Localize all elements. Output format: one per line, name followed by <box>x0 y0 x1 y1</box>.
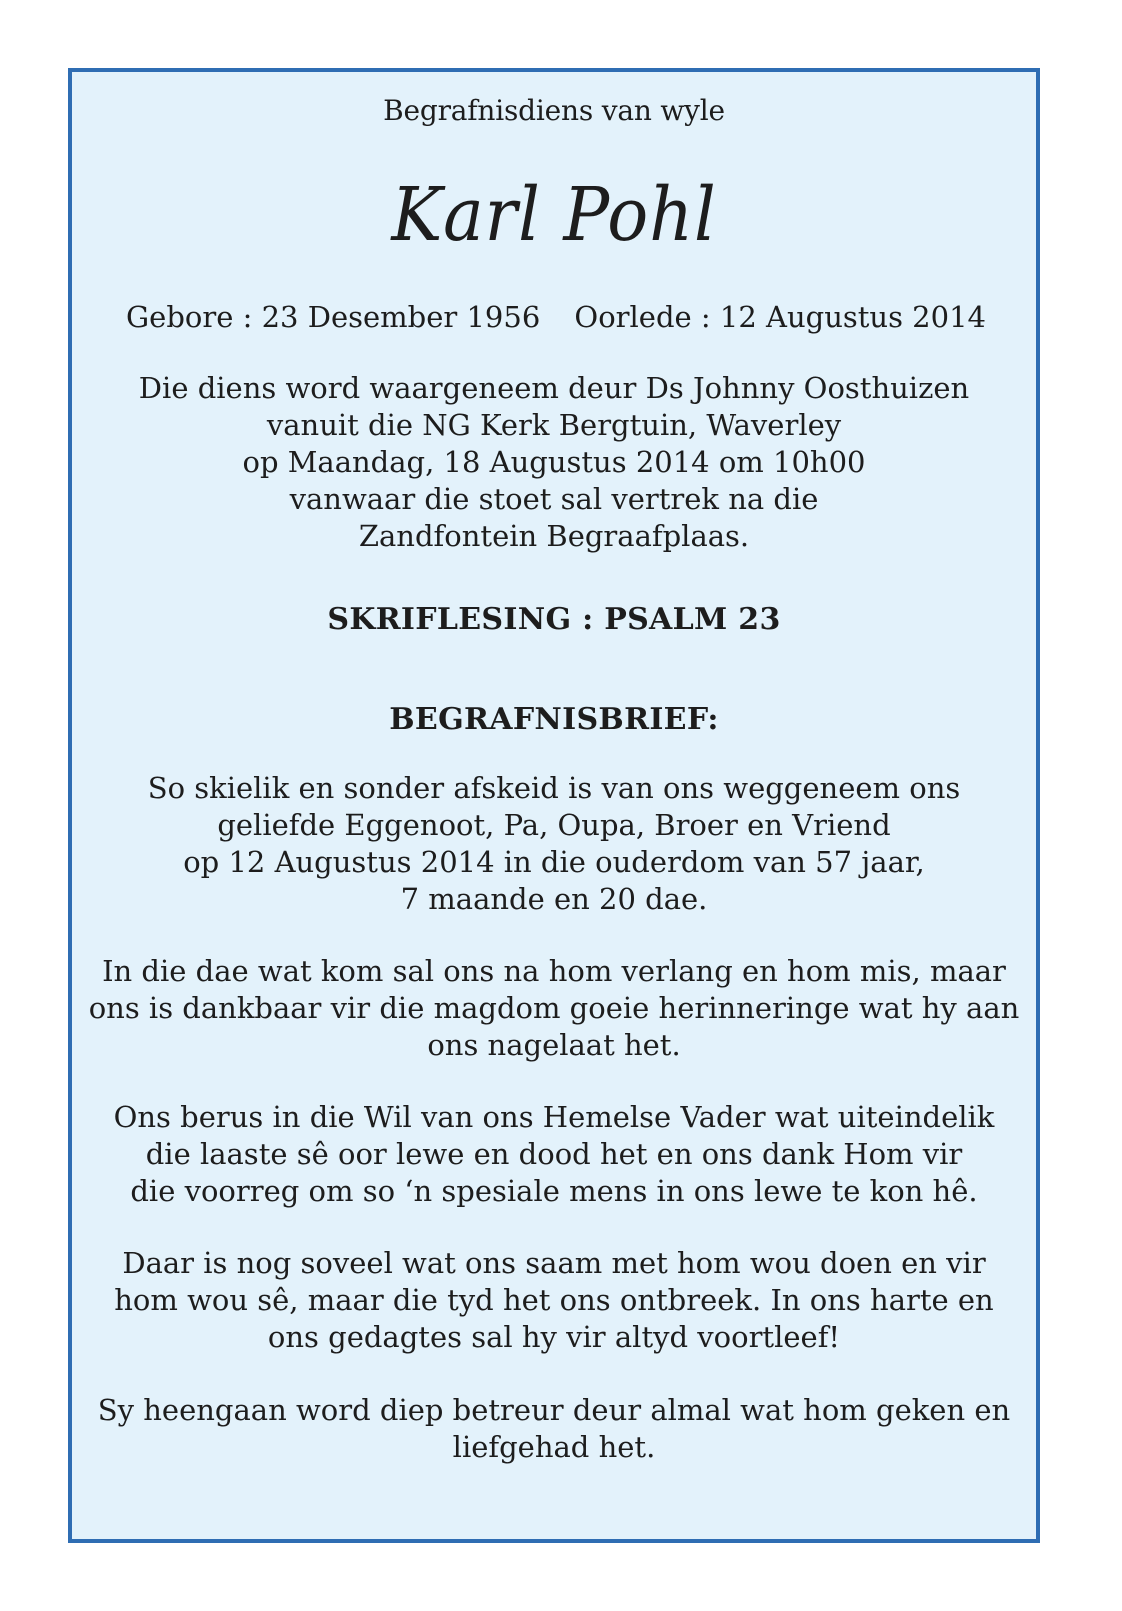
paragraph-line: Sy heengaan word diep betreur deur almal wat hom geken en <box>97 1393 1011 1427</box>
birth-date: Gebore : 23 Desember 1956 <box>126 300 541 334</box>
service-line: Die diens word waargeneem deur Ds Johnny Oosthuizen <box>138 371 970 405</box>
paragraph-line: 7 maande en 20 dae. <box>400 882 708 916</box>
paragraph-line: geliefde Eggenoot, Pa, Oupa, Broer en Vriend <box>217 808 891 842</box>
memorial-card <box>68 68 1040 1543</box>
paragraph-line: Daar is nog soveel wat ons saam met hom wou doen en vir <box>122 1246 986 1280</box>
paragraph-line: ons nagelaat het. <box>427 1028 681 1062</box>
letter-heading: BEGRAFNISBRIEF: <box>389 702 719 737</box>
death-date: Oorlede : 12 Augustus 2014 <box>574 300 986 334</box>
service-line: vanuit die NG Kerk Bergtuin, Waverley <box>266 408 842 442</box>
service-line: vanwaar die stoet sal vertrek na die <box>289 482 819 516</box>
paragraph-line: So skielik en sonder afskeid is van ons weggeneem ons <box>147 771 961 805</box>
service-line: op Maandag, 18 Augustus 2014 om 10h00 <box>242 445 866 479</box>
paragraph-line: Ons berus in die Wil van ons Hemelse Vader wat uiteindelik <box>113 1100 995 1134</box>
scripture-reading: SKRIFLESING : PSALM 23 <box>327 602 781 637</box>
intro-text: Begrafnisdiens van wyle <box>383 94 725 127</box>
card-content <box>72 72 1036 1539</box>
deceased-name: Karl Pohl <box>391 172 717 258</box>
letter-paragraph-4 <box>72 1245 1036 1356</box>
letter-paragraph-3 <box>72 1099 1036 1210</box>
service-line: Zandfontein Begraafplaas. <box>358 519 750 553</box>
paragraph-line: die laaste sê oor lewe en dood het en ons dank Hom vir <box>145 1137 963 1171</box>
letter-paragraph-1 <box>72 770 1036 918</box>
letter-paragraph-2 <box>72 953 1036 1064</box>
paragraph-line: In die dae wat kom sal ons na hom verlang en hom mis, maar <box>102 954 1006 988</box>
paragraph-line: die voorreg om so ‘n spesiale mens in ons lewe te kon hê. <box>130 1174 978 1208</box>
paragraph-line: ons gedagtes sal hy vir altyd voortleef! <box>267 1320 841 1354</box>
paragraph-line: hom wou sê, maar die tyd het ons ontbreek. In ons harte en <box>114 1283 994 1317</box>
paragraph-line: liefgehad het. <box>452 1430 656 1464</box>
service-details <box>72 370 1036 555</box>
paragraph-line: ons is dankbaar vir die magdom goeie herinneringe wat hy aan <box>88 991 1020 1025</box>
paragraph-line: op 12 Augustus 2014 in die ouderdom van 57 jaar, <box>183 845 925 879</box>
letter-paragraph-5 <box>72 1392 1036 1466</box>
